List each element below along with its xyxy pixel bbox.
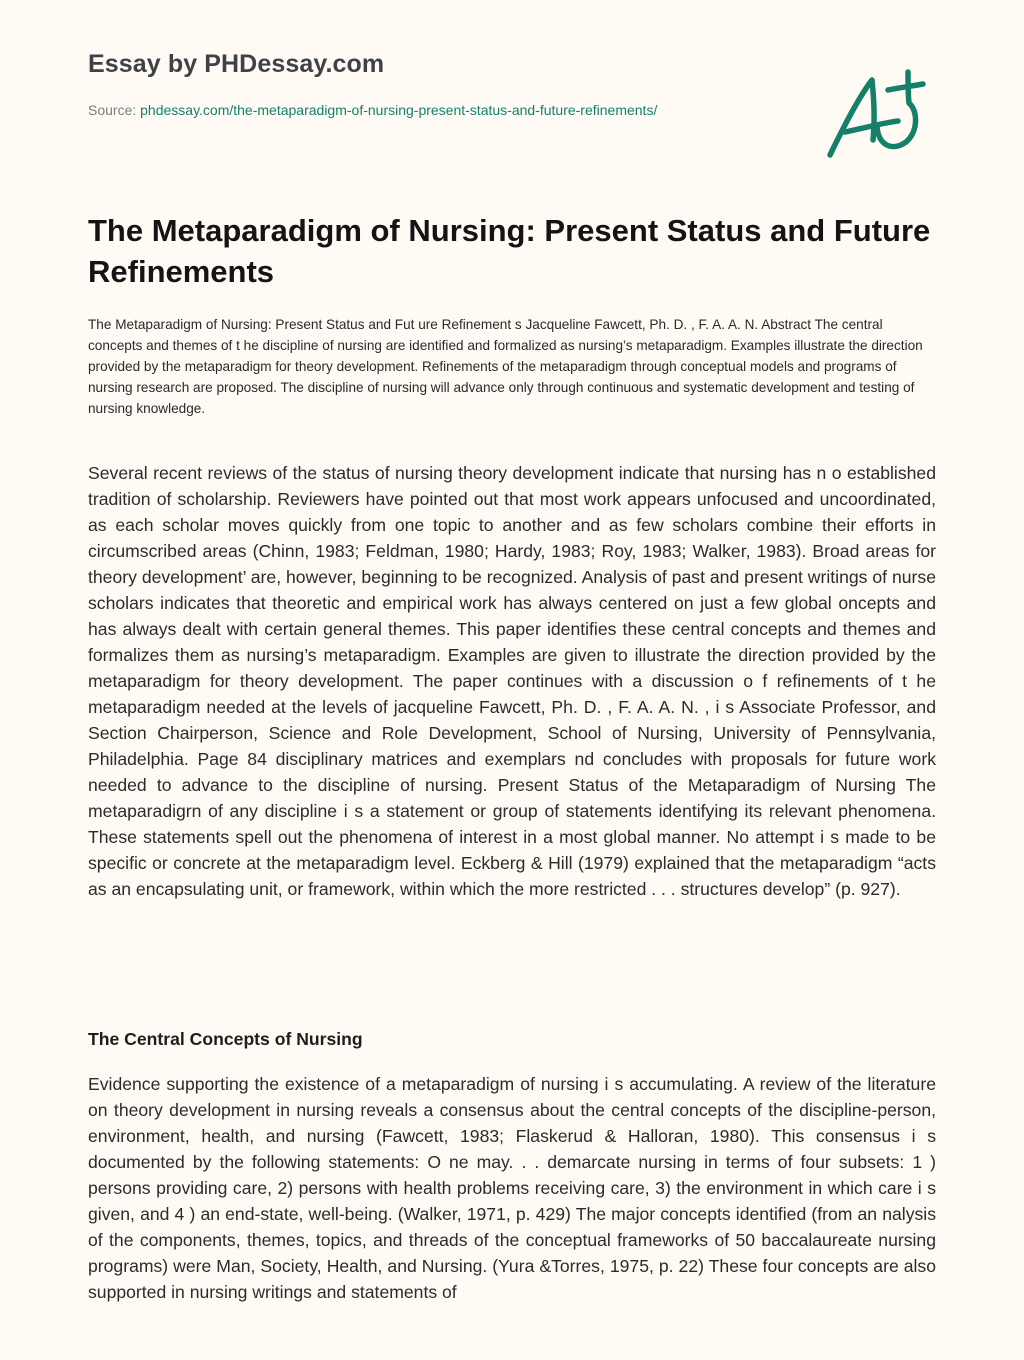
site-title[interactable]: Essay by PHDessay.com [88,50,385,78]
a-plus-grade-icon [820,60,930,170]
body-paragraph-2: Evidence supporting the existence of a metaparadigm of nursing i s accumulating. A review of the literature on theory development in nursing reveals a consensus about the central concepts of the discipline-person, environment, health, and nursing (Fawcett, 1983; Flaskerud & Halloran, 1980). This consensus i s documented by the following statements: O ne may. . . demarcate nursing in terms of four subsets: 1 ) persons providing care, 2) persons with health problems receiving care, 3) the environment in which care i s given, and 4 ) an end-state, well-being. (Walker, 1971, p. 429) The major concepts identified (from an nalysis of the components, themes, topics, and threads of the conceptual frameworks of 50 baccalaureate nursing programs) were Man, Society, Health, and Nursing. (Yura &Torres, 1975, p. 22) These four concepts are also supported in nursing writings and statements of [88,1074,936,1302]
abstract-paragraph: The Metaparadigm of Nursing: Present Status and Fut ure Refinement s Jacqueline Fawcett, Ph. D. , F. A. A. N. Abstract The central concepts and themes of t he discipline of nursing are identified and formalized as nursing’s metaparadigm. Examples illustrate the direction provided by the metaparadigm for theory development. Refinements of the metaparadigm through conceptual models and programs of nursing research are proposed. The discipline of nursing will advance only through continuous and systematic development and testing of nursing knowledge. [88,317,923,416]
source-link[interactable]: phdessay.com/the-metaparadigm-of-nursing-present-status-and-future-refinements/ [140,102,658,118]
section-heading-central-concepts: The Central Concepts of Nursing [88,1029,363,1049]
essay-page [88,0,936,1302]
source-line [88,100,708,121]
body-paragraph-1: Several recent reviews of the status of nursing theory development indicate that nursing has n o established tradition of scholarship. Reviewers have pointed out that most work appears unfocused and uncoordinated, as each scholar moves quickly from one topic to another and as few scholars combine their efforts in circumscribed areas (Chinn, 1983; Feldman, 1980; Hardy, 1983; Roy, 1983; Walker, 1983). Broad areas for theory development’ are, however, beginning to be recognized. Analysis of past and present writings of nurse scholars indicates that theoretic and empirical work has always centered on just a few global oncepts and has always dealt with certain general themes. This paper identifies these central concepts and themes and formalizes them as nursing’s metaparadigm. Examples are given to illustrate the direction provided by the metaparadigm for theory development. The paper continues with a discussion o f refinements of t he metaparadigm needed at the levels of jacqueline Fawcett, Ph. D. , F. A. A. N. , i s Associate Professor, and Section Chairperson, Science and Role Development, School of Nursing, University of Pennsylvania, Philadelphia. Page 84 disciplinary matrices and exemplars nd concludes with proposals for future work needed to advance to the discipline of nursing. Present Status of the Metaparadigm of Nursing The metaparadigrn of any discipline i s a statement or group of statements identifying its relevant phenomena. These statements spell out the phenomena of interest in a most global manner. No attempt i s made to be specific or concrete at the metaparadigm level. Eckberg & Hill (1979) explained that the metaparadigm “acts as an encapsulating unit, or framework, within which the more restricted . . . structures develop” (p. 927). [88,463,936,899]
source-label: Source: [88,102,141,118]
site-header [88,0,936,180]
document-title: The Metaparadigm of Nursing: Present Status and Future Refinements [88,213,931,289]
